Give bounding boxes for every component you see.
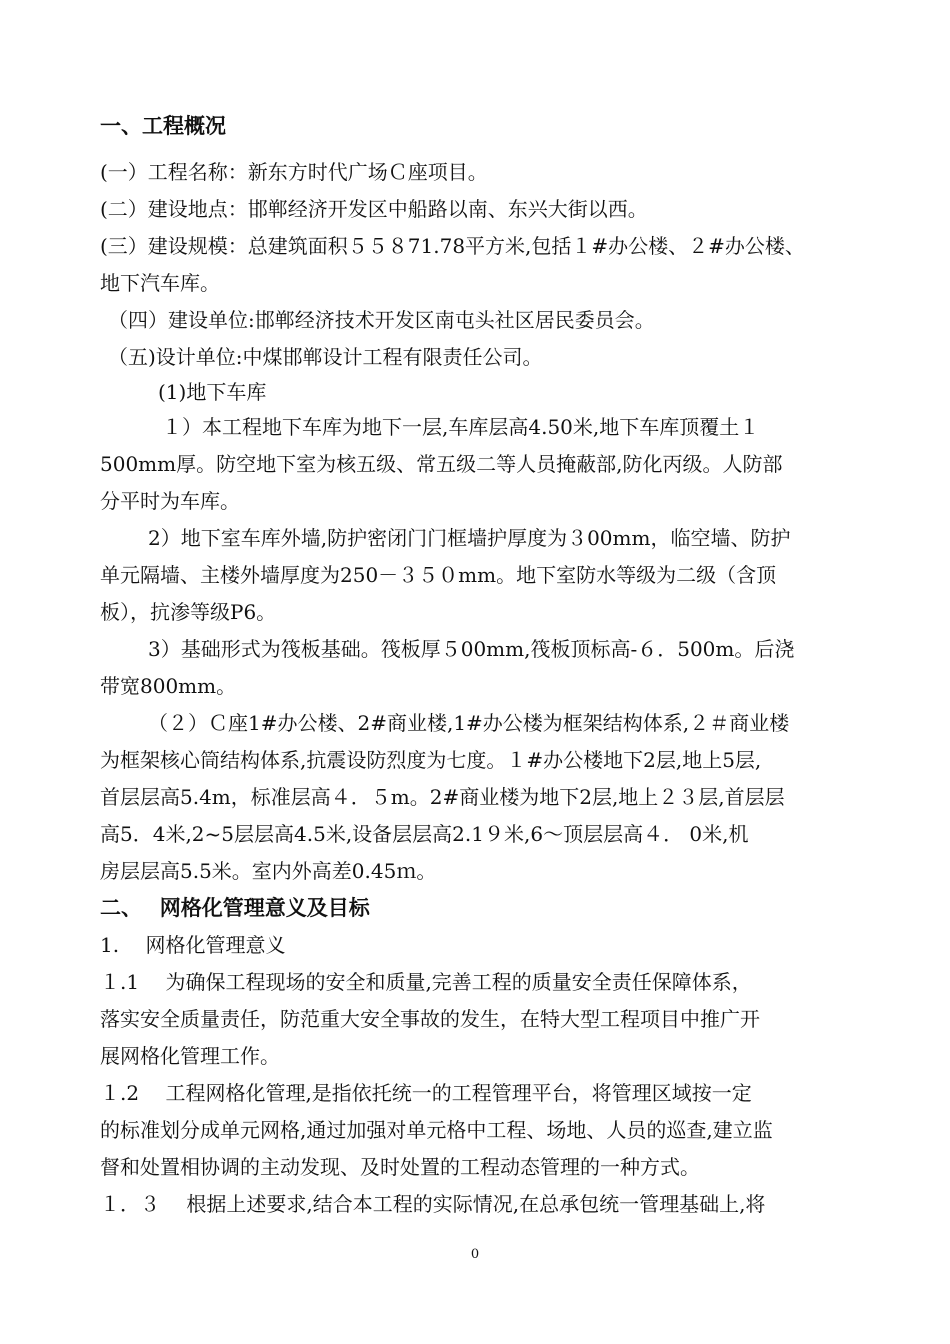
paragraph-line: 带宽800mm。: [100, 674, 237, 698]
paragraph-line: 落实安全质量责任，防范重大安全事故的发生，在特大型工程项目中推广开: [100, 1007, 760, 1031]
paragraph-line: (一）工程名称：新东方时代广场Ｃ座项目。: [100, 160, 488, 184]
paragraph-line: 首层层高5.4m，标准层高４．５m。2#商业楼为地下2层,地上２３层,首层层: [100, 785, 785, 809]
paragraph-line: 单元隔墙、主楼外墙厚度为250－３５０mm。地下室防水等级为二级（含顶: [100, 563, 777, 587]
paragraph-line: 展网格化管理工作。: [100, 1044, 280, 1068]
paragraph-line: 500mm厚。防空地下室为核五级、常五级二等人员掩蔽部,防化丙级。人防部: [100, 452, 783, 476]
paragraph-line: （五)设计单位:中煤邯郸设计工程有限责任公司。: [108, 345, 543, 369]
paragraph-line: １）本工程地下车库为地下一层,车库层高4.50米,地下车库顶覆土１: [162, 415, 760, 439]
paragraph-line: １.2 工程网格化管理,是指依托统一的工程管理平台，将管理区域按一定: [100, 1081, 752, 1105]
page-number: 0: [470, 1247, 480, 1262]
paragraph-line: 督和处置相协调的主动发现、及时处置的工程动态管理的一种方式。: [100, 1155, 700, 1179]
paragraph-line: 高5．4米,2~5层层高4.5米,设备层层高2.1９米,6～顶层层高４． 0米,机: [100, 822, 749, 846]
paragraph-line: (二）建设地点：邯郸经济开发区中船路以南、东兴大街以西。: [100, 197, 648, 221]
paragraph-line: 2）地下室车库外墙,防护密闭门门框墙护厚度为３00mm，临空墙、防护: [148, 526, 791, 550]
paragraph-line: 板），抗渗等级P6。: [100, 600, 277, 624]
paragraph-line: （２）Ｃ座1#办公楼、2#商业楼,1#办公楼为框架结构体系,２＃商业楼: [148, 711, 790, 735]
paragraph-line: 为框架核心筒结构体系,抗震设防烈度为七度。１#办公楼地下2层,地上5层,: [100, 748, 762, 772]
section-heading-2: 二、 网格化管理意义及目标: [100, 896, 370, 920]
paragraph-line: 房层层高5.5米。室内外高差0.45ｍ。: [100, 859, 437, 883]
paragraph-line: 3）基础形式为筏板基础。筏板厚５00mm,筏板顶标高-６．500m。后浇: [148, 637, 795, 661]
paragraph-line: １.1 为确保工程现场的安全和质量,完善工程的质量安全责任保障体系，: [100, 970, 752, 994]
paragraph-line: 地下汽车库。: [100, 271, 220, 295]
subsection-title: 1. 网格化管理意义: [100, 933, 286, 957]
paragraph-line: １．３ 根据上述要求,结合本工程的实际情况,在总承包统一管理基础上,将: [100, 1192, 766, 1216]
paragraph-line: （四）建设单位:邯郸经济技术开发区南屯头社区居民委员会。: [108, 308, 655, 332]
subsection-title: (1)地下车库: [158, 380, 267, 404]
section-heading-1: 一、工程概况: [100, 114, 226, 138]
paragraph-line: (三）建设规模：总建筑面积５５８71.78平方米,包括１#办公楼、２#办公楼、: [100, 234, 805, 258]
paragraph-line: 分平时为车库。: [100, 489, 240, 513]
paragraph-line: 的标准划分成单元网格,通过加强对单元格中工程、场地、人员的巡查,建立监: [100, 1118, 773, 1142]
